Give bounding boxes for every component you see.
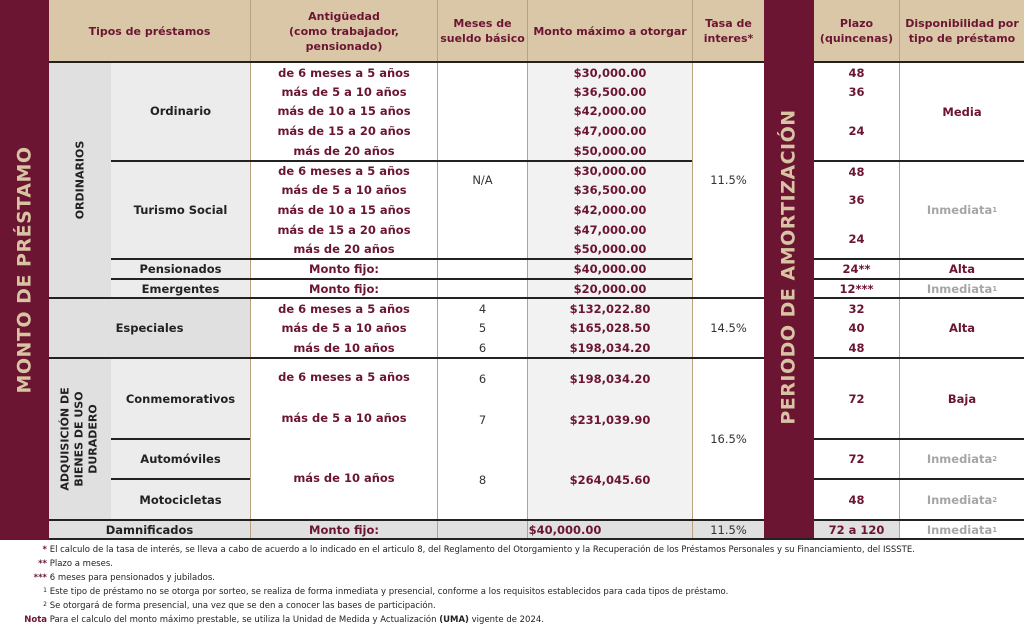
bienes-meses-0: 6: [478, 372, 487, 386]
emer-plazo: 12***: [839, 281, 874, 296]
type-emergentes: Emergentes: [141, 281, 220, 296]
header-tasa: Tasa de interes*: [693, 0, 764, 62]
type-conmemorativos: Conmemorativos: [125, 391, 236, 406]
bienes-tasa: 16.5%: [710, 432, 747, 446]
type-especiales: Especiales: [115, 321, 184, 335]
damn-antig: Monto fijo:: [309, 522, 379, 537]
type-automoviles: Automóviles: [140, 452, 221, 466]
header-meses: Meses de sueldo básico: [438, 0, 527, 62]
ordinarios-meses: N/A: [472, 173, 493, 187]
ord-disp: Media: [942, 104, 982, 119]
bienes-monto-0: $198,034.20: [569, 372, 651, 386]
ord-antig-0: de 6 meses a 5 años: [278, 65, 410, 80]
tur-antig-2: más de 10 a 15 años: [277, 203, 411, 217]
ord-monto-1: $36,500.00: [573, 84, 647, 99]
emer-antig: Monto fijo:: [309, 281, 379, 296]
footnote-1: * El calculo de la tasa de interés, se lleva a cabo de acuerdo a lo indicado en el articulo 8, del Reglamento del Otorgamiento y la Recuperación de los Préstamos Personales y su Financiamiento, del ISSSTE.: [42, 545, 915, 555]
esp-meses-0: 4: [478, 301, 487, 316]
type-motocicletas: Motocicletas: [139, 492, 222, 507]
ordinarios-tasa: 11.5%: [710, 173, 747, 187]
footnote-4: 1 Este tipo de préstamo no se otorga por sorteo, se realiza de forma inmediata y presencial, conforme a los requisitos establecidos para cada tipos de préstamo.: [43, 587, 729, 597]
type-turismo: Turismo Social: [133, 203, 228, 217]
tur-plazo-1: 36: [848, 193, 865, 207]
tur-plazo-2: 24: [848, 232, 865, 246]
esp-monto-2: $198,034.20: [569, 340, 651, 355]
esp-antig-2: más de 10 años: [293, 340, 395, 355]
esp-antig-1: más de 5 a 10 años: [281, 321, 407, 335]
ord-plazo-1: 36: [848, 84, 865, 99]
pens-disp: Alta: [948, 262, 976, 276]
header-plazo: Plazo (quincenas): [814, 0, 899, 62]
damn-tasa: 11.5%: [710, 522, 747, 537]
tur-antig-3: más de 15 a 20 años: [277, 222, 411, 237]
ord-monto-4: $50,000.00: [573, 143, 647, 158]
ord-antig-1: más de 5 a 10 años: [281, 84, 407, 99]
tur-antig-0: de 6 meses a 5 años: [278, 164, 410, 178]
pens-antig: Monto fijo:: [309, 262, 379, 276]
group-bienes: ADQUISICIÓN DE BIENES DE USO DURADERO: [59, 387, 101, 491]
footnote-2: ** Plazo a meses.: [38, 559, 113, 569]
esp-antig-0: de 6 meses a 5 años: [278, 301, 410, 316]
damn-disp: Inmediata 1: [926, 522, 998, 537]
tur-monto-3: $47,000.00: [573, 222, 647, 237]
esp-disp: Alta: [948, 321, 976, 335]
esp-meses-1: 5: [478, 321, 487, 335]
header-tipos: Tipos de préstamos: [49, 0, 250, 62]
esp-meses-2: 6: [478, 340, 487, 355]
bienes-meses-2: 8: [478, 473, 487, 487]
esp-tasa: 14.5%: [710, 321, 747, 335]
header-monto: Monto máximo a otorgar: [528, 0, 692, 62]
header-disponibilidad: Disponibilidad por tipo de préstamo: [900, 0, 1024, 62]
type-damnificados: Damnificados: [105, 522, 194, 537]
tur-monto-1: $36,500.00: [573, 183, 647, 197]
ord-antig-3: más de 15 a 20 años: [277, 124, 411, 138]
type-pensionados: Pensionados: [139, 262, 222, 276]
tur-disp: Inmediata 1: [926, 203, 998, 217]
esp-plazo-0: 32: [848, 301, 865, 316]
pens-monto: $40,000.00: [573, 262, 647, 276]
type-ordinario: Ordinario: [149, 104, 212, 118]
bienes-antig-0: de 6 meses a 5 años: [278, 370, 410, 384]
ord-monto-3: $47,000.00: [573, 124, 647, 138]
tur-plazo-0: 48: [848, 165, 865, 179]
ord-antig-4: más de 20 años: [293, 143, 395, 158]
ord-plazo-0: 48: [848, 65, 865, 80]
esp-monto-1: $165,028.50: [569, 321, 651, 335]
group-ordinarios: ORDINARIOS: [73, 140, 87, 220]
left-sidebar-label: MONTO DE PRÉSTAMO: [14, 146, 36, 394]
ord-monto-2: $42,000.00: [573, 104, 647, 118]
bienes-monto-2: $264,045.60: [569, 473, 651, 487]
tur-monto-0: $30,000.00: [573, 164, 647, 178]
esp-plazo-1: 40: [848, 321, 865, 335]
bienes-antig-2: más de 10 años: [293, 471, 395, 485]
emer-disp: Inmediata 1: [926, 281, 998, 296]
bienes-antig-1: más de 5 a 10 años: [281, 411, 407, 425]
tur-monto-2: $42,000.00: [573, 203, 647, 217]
conm-disp: Baja: [947, 391, 977, 406]
moto-disp: Inmediata 2: [926, 492, 998, 507]
conm-plazo: 72: [848, 391, 865, 406]
footnote-nota: Nota Para el calculo del monto máximo prestable, se utiliza la Unidad de Medida y Actualización (UMA) vigente de 2024.: [24, 615, 544, 625]
tur-antig-4: más de 20 años: [293, 241, 395, 256]
esp-monto-0: $132,022.80: [569, 301, 651, 316]
auto-plazo: 72: [848, 452, 865, 466]
ord-plazo-2: 24: [848, 124, 865, 138]
emer-monto: $20,000.00: [573, 281, 647, 296]
damn-plazo: 72 a 120: [828, 522, 885, 537]
tur-antig-1: más de 5 a 10 años: [281, 183, 407, 197]
header-antiguedad: Antigüedad (como trabajador, pensionado): [251, 0, 437, 62]
right-sidebar-label: PERIODO DE AMORTIZACIÓN: [778, 109, 800, 425]
damn-monto: $40,000.00: [528, 522, 602, 537]
footnote-5: 2 Se otorgará de forma presencial, una vez que se den a conocer las bases de participación.: [43, 601, 436, 611]
bienes-monto-1: $231,039.90: [569, 413, 651, 427]
tur-monto-4: $50,000.00: [573, 241, 647, 256]
moto-plazo: 48: [848, 492, 865, 507]
footnote-3: *** 6 meses para pensionados y jubilados.: [33, 573, 215, 583]
pens-plazo: 24**: [842, 262, 871, 276]
ord-monto-0: $30,000.00: [573, 65, 647, 80]
ord-antig-2: más de 10 a 15 años: [277, 104, 411, 118]
esp-plazo-2: 48: [848, 340, 865, 355]
bienes-meses-1: 7: [478, 413, 487, 427]
auto-disp: Inmediata 2: [926, 452, 998, 466]
